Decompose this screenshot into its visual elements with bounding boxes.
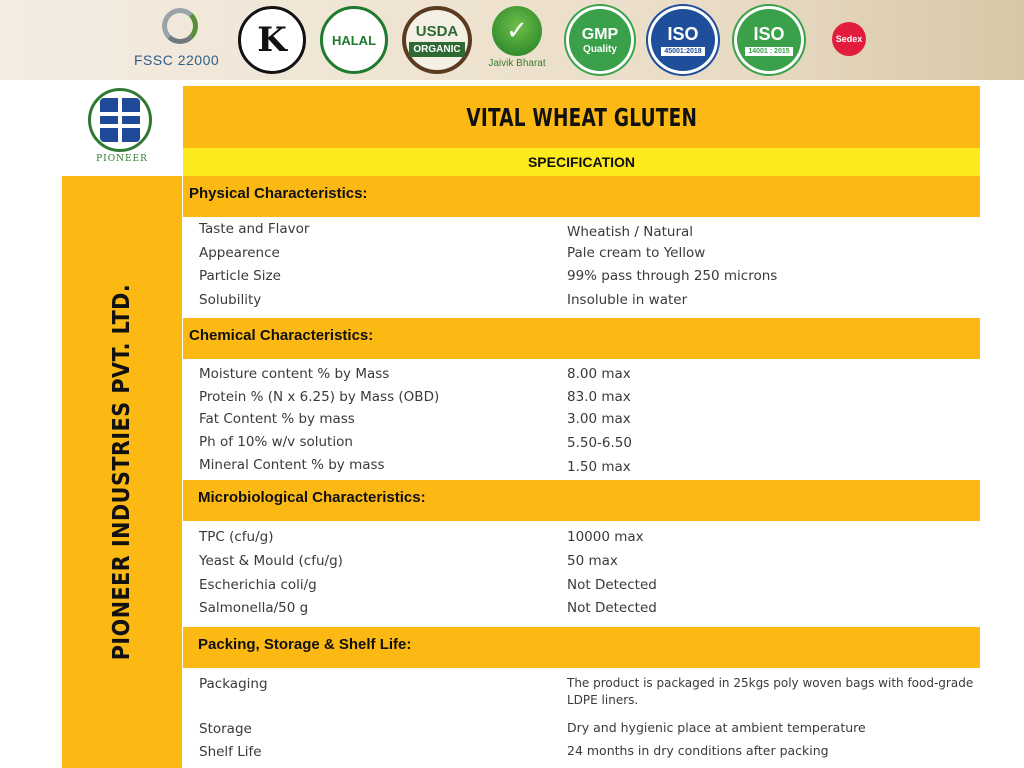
- spec-label: Shelf Life: [199, 744, 262, 760]
- iso-14001-number: 14001 : 2015: [745, 47, 792, 56]
- spec-label: Fat Content % by mass: [199, 411, 355, 427]
- spec-label: Yeast & Mould (cfu/g): [199, 553, 343, 569]
- iso-45001-logo: [648, 6, 718, 74]
- spec-value: 99% pass through 250 microns: [567, 268, 778, 284]
- spec-value: 3.00 max: [567, 411, 631, 427]
- spec-value: Insoluble in water: [567, 292, 688, 308]
- section-title-microbiological: Microbiological Characteristics:: [198, 489, 426, 506]
- sedex-logo: [826, 22, 874, 70]
- sedex-text: Sedex: [832, 22, 866, 56]
- company-logo: [80, 84, 164, 174]
- spec-label: Packaging: [199, 676, 268, 692]
- spec-value: 83.0 max: [567, 389, 631, 405]
- section-header-microbiological: [183, 480, 980, 521]
- spec-value: The product is packaged in 25kgs poly woven bags with food-grade LDPE liners.: [567, 676, 974, 707]
- section-title-chemical: Chemical Characteristics:: [189, 327, 374, 344]
- section-title-packing: Packing, Storage & Shelf Life:: [198, 636, 412, 653]
- spec-label: Protein % (N x 6.25) by Mass (OBD): [199, 389, 440, 405]
- gmp-quality-text: Quality: [583, 43, 617, 55]
- spec-value: Pale cream to Yellow: [567, 245, 706, 261]
- spec-value: 50 max: [567, 553, 618, 569]
- halal-text: HALAL: [331, 32, 377, 48]
- jaivik-text: Jaivik Bharat: [488, 58, 546, 69]
- spec-label: Solubility: [199, 292, 262, 308]
- company-name-vertical: PIONEER INDUSTRIES PVT. LTD.: [109, 283, 135, 661]
- spec-value: 10000 max: [567, 529, 644, 545]
- section-header-physical: [183, 176, 980, 217]
- spec-label: Salmonella/50 g: [199, 600, 309, 616]
- specification-label: SPECIFICATION: [527, 154, 636, 170]
- fssc-text: FSSC 22000: [134, 52, 220, 68]
- fssc-swirl-icon: [162, 8, 198, 44]
- section-header-chemical: [183, 318, 980, 359]
- usda-text: USDA: [415, 23, 459, 40]
- iso-45001-title: ISO: [667, 24, 699, 44]
- section-header-packing: [183, 627, 980, 668]
- spec-value: 24 months in dry conditions after packing: [567, 743, 829, 758]
- spec-label: Particle Size: [199, 268, 281, 284]
- spec-value: 5.50-6.50: [567, 435, 632, 451]
- title-bar: [183, 86, 980, 148]
- spec-value: Not Detected: [567, 577, 657, 593]
- kosher-letter: K: [257, 20, 287, 60]
- halal-logo: [320, 6, 388, 74]
- spec-value: 1.50 max: [567, 459, 631, 475]
- spec-label: Moisture content % by Mass: [199, 366, 390, 382]
- gmp-logo: [566, 6, 634, 74]
- iso-14001-title: ISO: [753, 24, 785, 44]
- check-leaf-icon: ✓: [492, 6, 542, 56]
- spec-value: Wheatish / Natural: [567, 224, 694, 240]
- kosher-logo: [238, 6, 306, 74]
- spec-label: Storage: [199, 721, 252, 737]
- spec-label: Escherichia coli/g: [199, 577, 317, 593]
- spec-label: Appearence: [199, 245, 280, 261]
- emblem-icon: [100, 98, 140, 142]
- certification-strip: [0, 0, 1024, 80]
- organic-text: ORGANIC: [409, 42, 464, 57]
- spec-label: Taste and Flavor: [199, 221, 310, 237]
- spec-value: 8.00 max: [567, 366, 631, 382]
- specification-bar: [183, 148, 980, 176]
- company-logo-text: PIONEER: [96, 154, 148, 164]
- jaivik-bharat-logo: [482, 6, 552, 74]
- spec-label: Mineral Content % by mass: [199, 457, 385, 473]
- spec-label: TPC (cfu/g): [199, 529, 274, 545]
- gmp-text: GMP: [581, 25, 619, 43]
- page-title: VITAL WHEAT GLUTEN: [466, 102, 697, 132]
- usda-organic-logo: [402, 6, 472, 74]
- spec-label: Ph of 10% w/v solution: [199, 434, 353, 450]
- section-title-physical: Physical Characteristics:: [189, 185, 368, 202]
- spec-value: Dry and hygienic place at ambient temperature: [567, 720, 866, 735]
- iso-45001-number: 45001:2018: [661, 47, 704, 56]
- spec-value: Not Detected: [567, 600, 657, 616]
- iso-14001-logo: [734, 6, 804, 74]
- fssc-logo: [130, 6, 230, 74]
